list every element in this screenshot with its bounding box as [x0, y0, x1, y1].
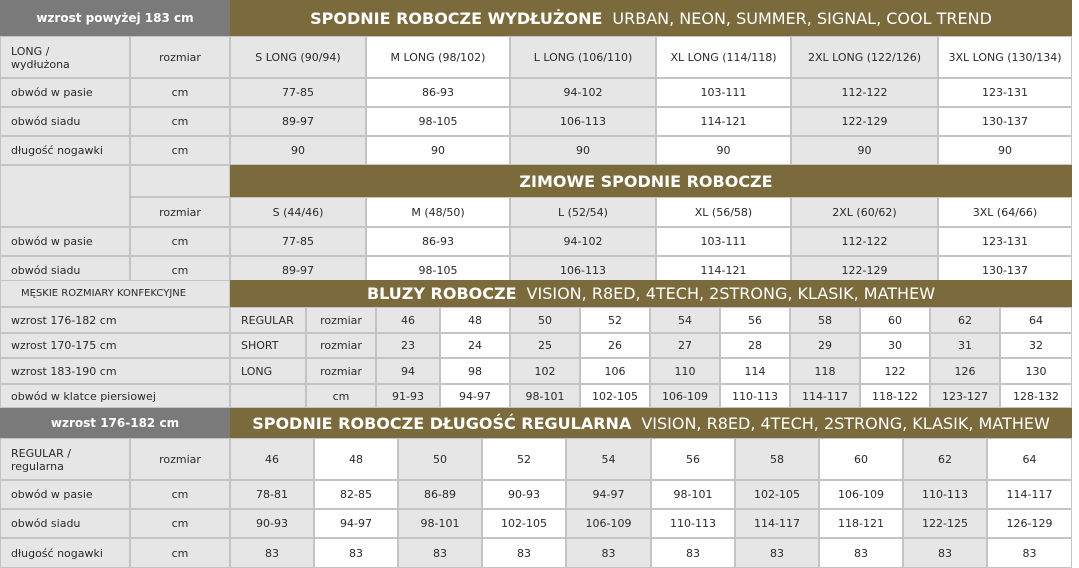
- size-cell: 98-101: [398, 509, 482, 538]
- section-title-bold: ZIMOWE SPODNIE ROBOCZE: [519, 171, 773, 191]
- size-cell: 54: [566, 438, 651, 480]
- row-label: wzrost 183-190 cm: [0, 358, 230, 384]
- row-unit: rozmiar: [306, 358, 376, 384]
- size-cell: 83: [735, 538, 819, 568]
- size-cell: 98: [440, 358, 510, 384]
- row-unit: rozmiar: [306, 333, 376, 358]
- size-cell: 60: [860, 307, 930, 333]
- size-cell: 114-117: [790, 384, 860, 408]
- row-unit: cm: [130, 227, 230, 256]
- size-cell: 98-101: [510, 384, 580, 408]
- size-cell: 106-109: [650, 384, 720, 408]
- size-cell: 60: [819, 438, 903, 480]
- size-cell: 48: [314, 438, 398, 480]
- size-cell: 130-137: [938, 256, 1072, 285]
- row-label: obwód w pasie: [0, 480, 130, 509]
- size-cell: 106-109: [566, 509, 651, 538]
- blank-cell: [130, 165, 230, 197]
- size-cell: 3XL LONG (130/134): [938, 36, 1072, 78]
- size-cell: 77-85: [230, 78, 366, 107]
- row-label: obwód w klatce piersiowej: [0, 384, 230, 408]
- size-cell: 50: [398, 438, 482, 480]
- row-type: LONG: [230, 358, 306, 384]
- size-cell: 123-131: [938, 78, 1072, 107]
- size-cell: 26: [580, 333, 650, 358]
- section-title: [230, 408, 1072, 438]
- size-cell: 112-122: [791, 78, 938, 107]
- size-cell: 28: [720, 333, 790, 358]
- konfekcja-badge: MĘSKIE ROZMIARY KONFEKCYJNE: [0, 280, 230, 307]
- row-unit: cm: [130, 78, 230, 107]
- size-cell: 2XL (60/62): [791, 197, 938, 227]
- row-label: obwód w pasie: [0, 227, 130, 256]
- row-unit: cm: [130, 538, 230, 568]
- size-cell: L LONG (106/110): [510, 36, 656, 78]
- size-cell: 112-122: [791, 227, 938, 256]
- size-cell: 110-113: [651, 509, 735, 538]
- row-unit: cm: [130, 136, 230, 165]
- row-type: SHORT: [230, 333, 306, 358]
- size-cell: 102-105: [580, 384, 650, 408]
- size-cell: 126: [930, 358, 1000, 384]
- size-cell: 83: [398, 538, 482, 568]
- size-cell: 94-97: [314, 509, 398, 538]
- height-badge: wzrost 176-182 cm: [0, 408, 230, 438]
- size-cell: 82-85: [314, 480, 398, 509]
- row-unit: cm: [130, 480, 230, 509]
- size-cell: 106: [580, 358, 650, 384]
- size-cell: 64: [987, 438, 1072, 480]
- unit-header: rozmiar: [130, 438, 230, 480]
- row-label: obwód w pasie: [0, 78, 130, 107]
- size-cell: M (48/50): [366, 197, 510, 227]
- unit-header: rozmiar: [130, 197, 230, 227]
- row-type: [230, 384, 306, 408]
- size-cell: 90-93: [230, 509, 314, 538]
- size-cell: 122: [860, 358, 930, 384]
- size-cell: 102: [510, 358, 580, 384]
- size-cell: 77-85: [230, 227, 366, 256]
- size-cell: 98-101: [651, 480, 735, 509]
- size-cell: 32: [1000, 333, 1072, 358]
- blank-cell: [0, 165, 130, 227]
- size-cell: 83: [314, 538, 398, 568]
- row-label: obwód siadu: [0, 509, 130, 538]
- size-cell: 102-105: [482, 509, 566, 538]
- size-cell: 86-89: [398, 480, 482, 509]
- size-cell: 110-113: [720, 384, 790, 408]
- size-cell: 56: [651, 438, 735, 480]
- size-cell: 48: [440, 307, 510, 333]
- corner-label-line2: wydłużona: [11, 58, 70, 71]
- size-cell: S LONG (90/94): [230, 36, 366, 78]
- size-cell: 106-113: [510, 256, 656, 285]
- row-unit: cm: [306, 384, 376, 408]
- section-title: [230, 280, 1072, 307]
- size-cell: 90: [938, 136, 1072, 165]
- size-cell: L (52/54): [510, 197, 656, 227]
- size-cell: 90: [366, 136, 510, 165]
- size-cell: 24: [440, 333, 510, 358]
- size-cell: 130-137: [938, 107, 1072, 136]
- row-type: REGULAR: [230, 307, 306, 333]
- size-cell: 58: [790, 307, 860, 333]
- section-title-bold: BLUZY ROBOCZE: [366, 284, 517, 303]
- size-cell: 62: [903, 438, 987, 480]
- size-cell: 122-129: [791, 256, 938, 285]
- row-label: wzrost 176-182 cm: [0, 307, 230, 333]
- corner-label-line1: LONG /: [11, 45, 50, 58]
- section-title-bold: SPODNIE ROBOCZE DŁUGOŚĆ REGULARNA: [252, 413, 632, 433]
- row-unit: cm: [130, 509, 230, 538]
- size-cell: 114-117: [735, 509, 819, 538]
- corner-label-line1: REGULAR /: [11, 447, 71, 460]
- unit-header: rozmiar: [130, 36, 230, 78]
- size-cell: 90: [791, 136, 938, 165]
- size-cell: 2XL LONG (122/126): [791, 36, 938, 78]
- size-cell: 114-117: [987, 480, 1072, 509]
- size-cell: 86-93: [366, 227, 510, 256]
- size-cell: 110-113: [903, 480, 987, 509]
- size-cell: 83: [903, 538, 987, 568]
- section-title-brands: VISION, R8ED, 4TECH, 2STRONG, KLASIK, MATHEW: [641, 413, 1050, 433]
- size-cell: 118-122: [860, 384, 930, 408]
- size-cell: XL (56/58): [656, 197, 791, 227]
- size-cell: 106-109: [819, 480, 903, 509]
- size-cell: 30: [860, 333, 930, 358]
- row-label: długość nogawki: [0, 136, 130, 165]
- corner-label: [0, 438, 130, 480]
- size-cell: 90-93: [482, 480, 566, 509]
- size-cell: 103-111: [656, 78, 791, 107]
- size-cell: 52: [580, 307, 650, 333]
- size-cell: 103-111: [656, 227, 791, 256]
- size-cell: 50: [510, 307, 580, 333]
- size-cell: 114-121: [656, 107, 791, 136]
- size-cell: 64: [1000, 307, 1072, 333]
- size-cell: 52: [482, 438, 566, 480]
- size-cell: 123-127: [930, 384, 1000, 408]
- size-cell: 25: [510, 333, 580, 358]
- size-cell: 94-102: [510, 227, 656, 256]
- size-cell: 83: [230, 538, 314, 568]
- section-title: [230, 0, 1072, 36]
- size-cell: 3XL (64/66): [938, 197, 1072, 227]
- size-cell: 94: [376, 358, 440, 384]
- row-unit: cm: [130, 256, 230, 285]
- size-cell: 110: [650, 358, 720, 384]
- row-label: obwód siadu: [0, 256, 130, 285]
- size-cell: 118: [790, 358, 860, 384]
- size-cell: 118-121: [819, 509, 903, 538]
- size-cell: 31: [930, 333, 1000, 358]
- size-cell: 54: [650, 307, 720, 333]
- row-unit: rozmiar: [306, 307, 376, 333]
- size-cell: 94-102: [510, 78, 656, 107]
- size-cell: 83: [987, 538, 1072, 568]
- size-cell: S (44/46): [230, 197, 366, 227]
- size-cell: 94-97: [440, 384, 510, 408]
- corner-label-line2: regularna: [11, 460, 64, 473]
- row-label: wzrost 170-175 cm: [0, 333, 230, 358]
- size-cell: 23: [376, 333, 440, 358]
- size-cell: 126-129: [987, 509, 1072, 538]
- size-cell: 90: [510, 136, 656, 165]
- size-cell: 122-125: [903, 509, 987, 538]
- height-badge: wzrost powyżej 183 cm: [0, 0, 230, 36]
- size-cell: 58: [735, 438, 819, 480]
- corner-label: [0, 36, 130, 78]
- size-cell: 114-121: [656, 256, 791, 285]
- row-unit: cm: [130, 107, 230, 136]
- size-cell: 27: [650, 333, 720, 358]
- size-cell: 89-97: [230, 107, 366, 136]
- section-title-bold: SPODNIE ROBOCZE WYDŁUŻONE: [310, 8, 603, 28]
- size-cell: 98-105: [366, 107, 510, 136]
- size-cell: XL LONG (114/118): [656, 36, 791, 78]
- size-cell: 91-93: [376, 384, 440, 408]
- size-cell: 86-93: [366, 78, 510, 107]
- section-title-brands: URBAN, NEON, SUMMER, SIGNAL, COOL TREND: [612, 8, 992, 28]
- size-cell: 123-131: [938, 227, 1072, 256]
- row-label: obwód siadu: [0, 107, 130, 136]
- section-title-brands: VISION, R8ED, 4TECH, 2STRONG, KLASIK, MATHEW: [526, 284, 936, 303]
- size-cell: 90: [230, 136, 366, 165]
- size-cell: 106-113: [510, 107, 656, 136]
- section-title: [230, 165, 1072, 197]
- size-cell: 94-97: [566, 480, 651, 509]
- size-cell: 102-105: [735, 480, 819, 509]
- size-cell: 46: [376, 307, 440, 333]
- size-cell: 89-97: [230, 256, 366, 285]
- size-cell: 98-105: [366, 256, 510, 285]
- size-cell: 90: [656, 136, 791, 165]
- size-cell: 114: [720, 358, 790, 384]
- size-cell: 122-129: [791, 107, 938, 136]
- size-cell: 130: [1000, 358, 1072, 384]
- size-cell: 78-81: [230, 480, 314, 509]
- size-cell: 128-132: [1000, 384, 1072, 408]
- size-cell: 83: [566, 538, 651, 568]
- size-cell: 56: [720, 307, 790, 333]
- row-label: długość nogawki: [0, 538, 130, 568]
- size-cell: M LONG (98/102): [366, 36, 510, 78]
- size-cell: 62: [930, 307, 1000, 333]
- size-cell: 83: [482, 538, 566, 568]
- size-cell: 46: [230, 438, 314, 480]
- size-cell: 83: [651, 538, 735, 568]
- size-cell: 29: [790, 333, 860, 358]
- size-cell: 83: [819, 538, 903, 568]
